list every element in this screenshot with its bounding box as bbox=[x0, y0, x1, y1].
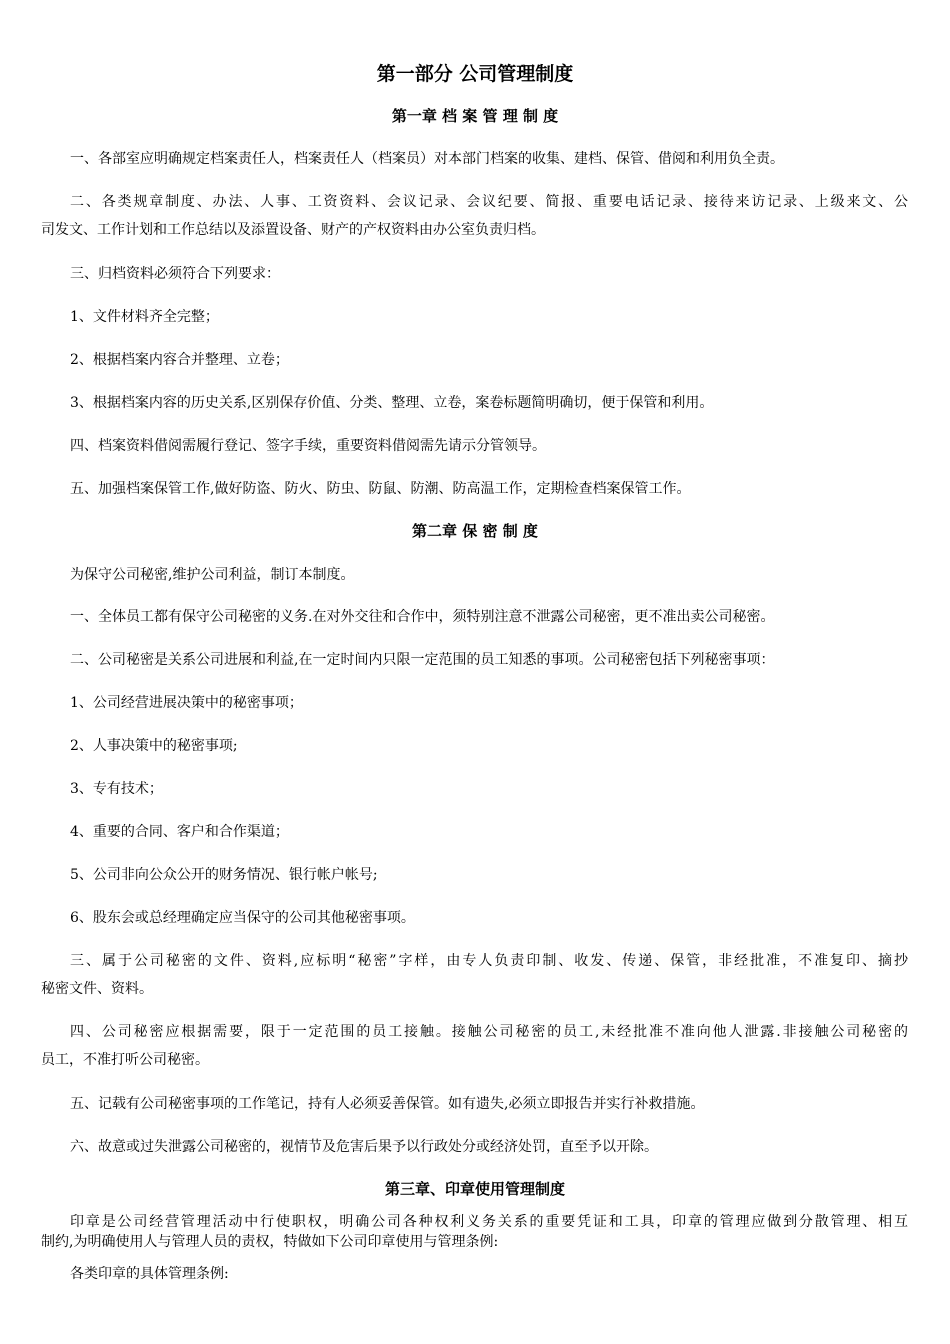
ch2-paragraph-1: 一、全体员工都有保守公司秘密的义务.在对外交往和合作中，须特别注意不泄露公司秘密，更不准出卖公司秘密。 bbox=[70, 609, 775, 625]
ch2-item-1: 1、公司经营进展决策中的秘密事项； bbox=[70, 695, 303, 711]
ch1-item-2: 2、根据档案内容合并整理、立卷； bbox=[70, 352, 289, 368]
ch1-paragraph-5: 五、加强档案保管工作,做好防盗、防火、防虫、防鼠、防潮、防高温工作，定期检查档案保管工作。 bbox=[70, 481, 691, 497]
ch2-paragraph-4-line-2: 员工，不准打听公司秘密。 bbox=[41, 1052, 209, 1068]
chapter-1-heading: 第一章 档 案 管 理 制 度 bbox=[391, 107, 559, 125]
ch1-paragraph-3: 三、归档资料必须符合下列要求： bbox=[70, 266, 280, 282]
ch1-paragraph-2-line-1: 二、各类规章制度、办法、人事、工资资料、会议记录、会议纪要、简报、重要电话记录、接待来访记录、上级来文、公 bbox=[70, 194, 908, 210]
document-title: 第一部分 公司管理制度 bbox=[376, 63, 574, 85]
ch3-paragraph-2: 各类印章的具体管理条例: bbox=[70, 1266, 229, 1282]
chapter-3-heading: 第三章、印章使用管理制度 bbox=[384, 1180, 565, 1198]
ch1-paragraph-1: 一、各部室应明确规定档案责任人，档案责任人（档案员）对本部门档案的收集、建档、保管、借阅和利用负全责。 bbox=[70, 151, 784, 167]
ch2-paragraph-3-line-2: 秘密文件、资料。 bbox=[41, 981, 153, 997]
chapter-2-heading: 第二章 保 密 制 度 bbox=[412, 522, 538, 540]
ch2-intro: 为保守公司秘密,维护公司利益，制订本制度。 bbox=[70, 567, 355, 583]
ch2-paragraph-5: 五、记载有公司秘密事项的工作笔记，持有人必须妥善保管。如有遗失,必须立即报告并实行补救措施。 bbox=[70, 1096, 705, 1112]
ch2-paragraph-4-line-1: 四、公司秘密应根据需要，限于一定范围的员工接触。接触公司秘密的员工,未经批准不准向他人泄露.非接触公司秘密的 bbox=[70, 1024, 908, 1040]
ch2-paragraph-6: 六、故意或过失泄露公司秘密的，视情节及危害后果予以行政处分或经济处罚，直至予以开除。 bbox=[70, 1139, 658, 1155]
ch2-item-6: 6、股东会或总经理确定应当保守的公司其他秘密事项。 bbox=[70, 910, 415, 926]
ch1-paragraph-2-line-2: 司发文、工作计划和工作总结以及添置设备、财产的产权资料由办公室负责归档。 bbox=[41, 222, 545, 238]
ch1-paragraph-4: 四、档案资料借阅需履行登记、签字手续，重要资料借阅需先请示分管领导。 bbox=[70, 438, 546, 454]
ch2-paragraph-2: 二、公司秘密是关系公司进展和利益,在一定时间内只限一定范围的员工知悉的事项。公司秘密包括下列秘密事项： bbox=[70, 652, 775, 668]
ch2-item-5: 5、公司非向公众公开的财务情况、银行帐户帐号; bbox=[70, 867, 378, 883]
ch3-paragraph-1-line-1: 印章是公司经营管理活动中行使职权，明确公司各种权利义务关系的重要凭证和工具，印章的管理应做到分散管理、相互 bbox=[70, 1214, 908, 1230]
ch1-item-1: 1、文件材料齐全完整； bbox=[70, 309, 219, 325]
ch2-item-3: 3、专有技术； bbox=[70, 781, 163, 797]
ch3-paragraph-1-line-2: 制约,为明确使用人与管理人员的责权，特做如下公司印章使用与管理条例: bbox=[41, 1234, 499, 1250]
ch1-item-3: 3、根据档案内容的历史关系,区别保存价值、分类、整理、立卷，案卷标题简明确切，便于保管和利用。 bbox=[70, 395, 714, 411]
ch2-item-2: 2、人事决策中的秘密事项; bbox=[70, 738, 238, 754]
ch2-paragraph-3-line-1: 三、属于公司秘密的文件、资料,应标明“秘密”字样，由专人负责印制、收发、传递、保管，非经批准，不准复印、摘抄 bbox=[70, 953, 908, 969]
ch2-item-4: 4、重要的合同、客户和合作渠道； bbox=[70, 824, 289, 840]
